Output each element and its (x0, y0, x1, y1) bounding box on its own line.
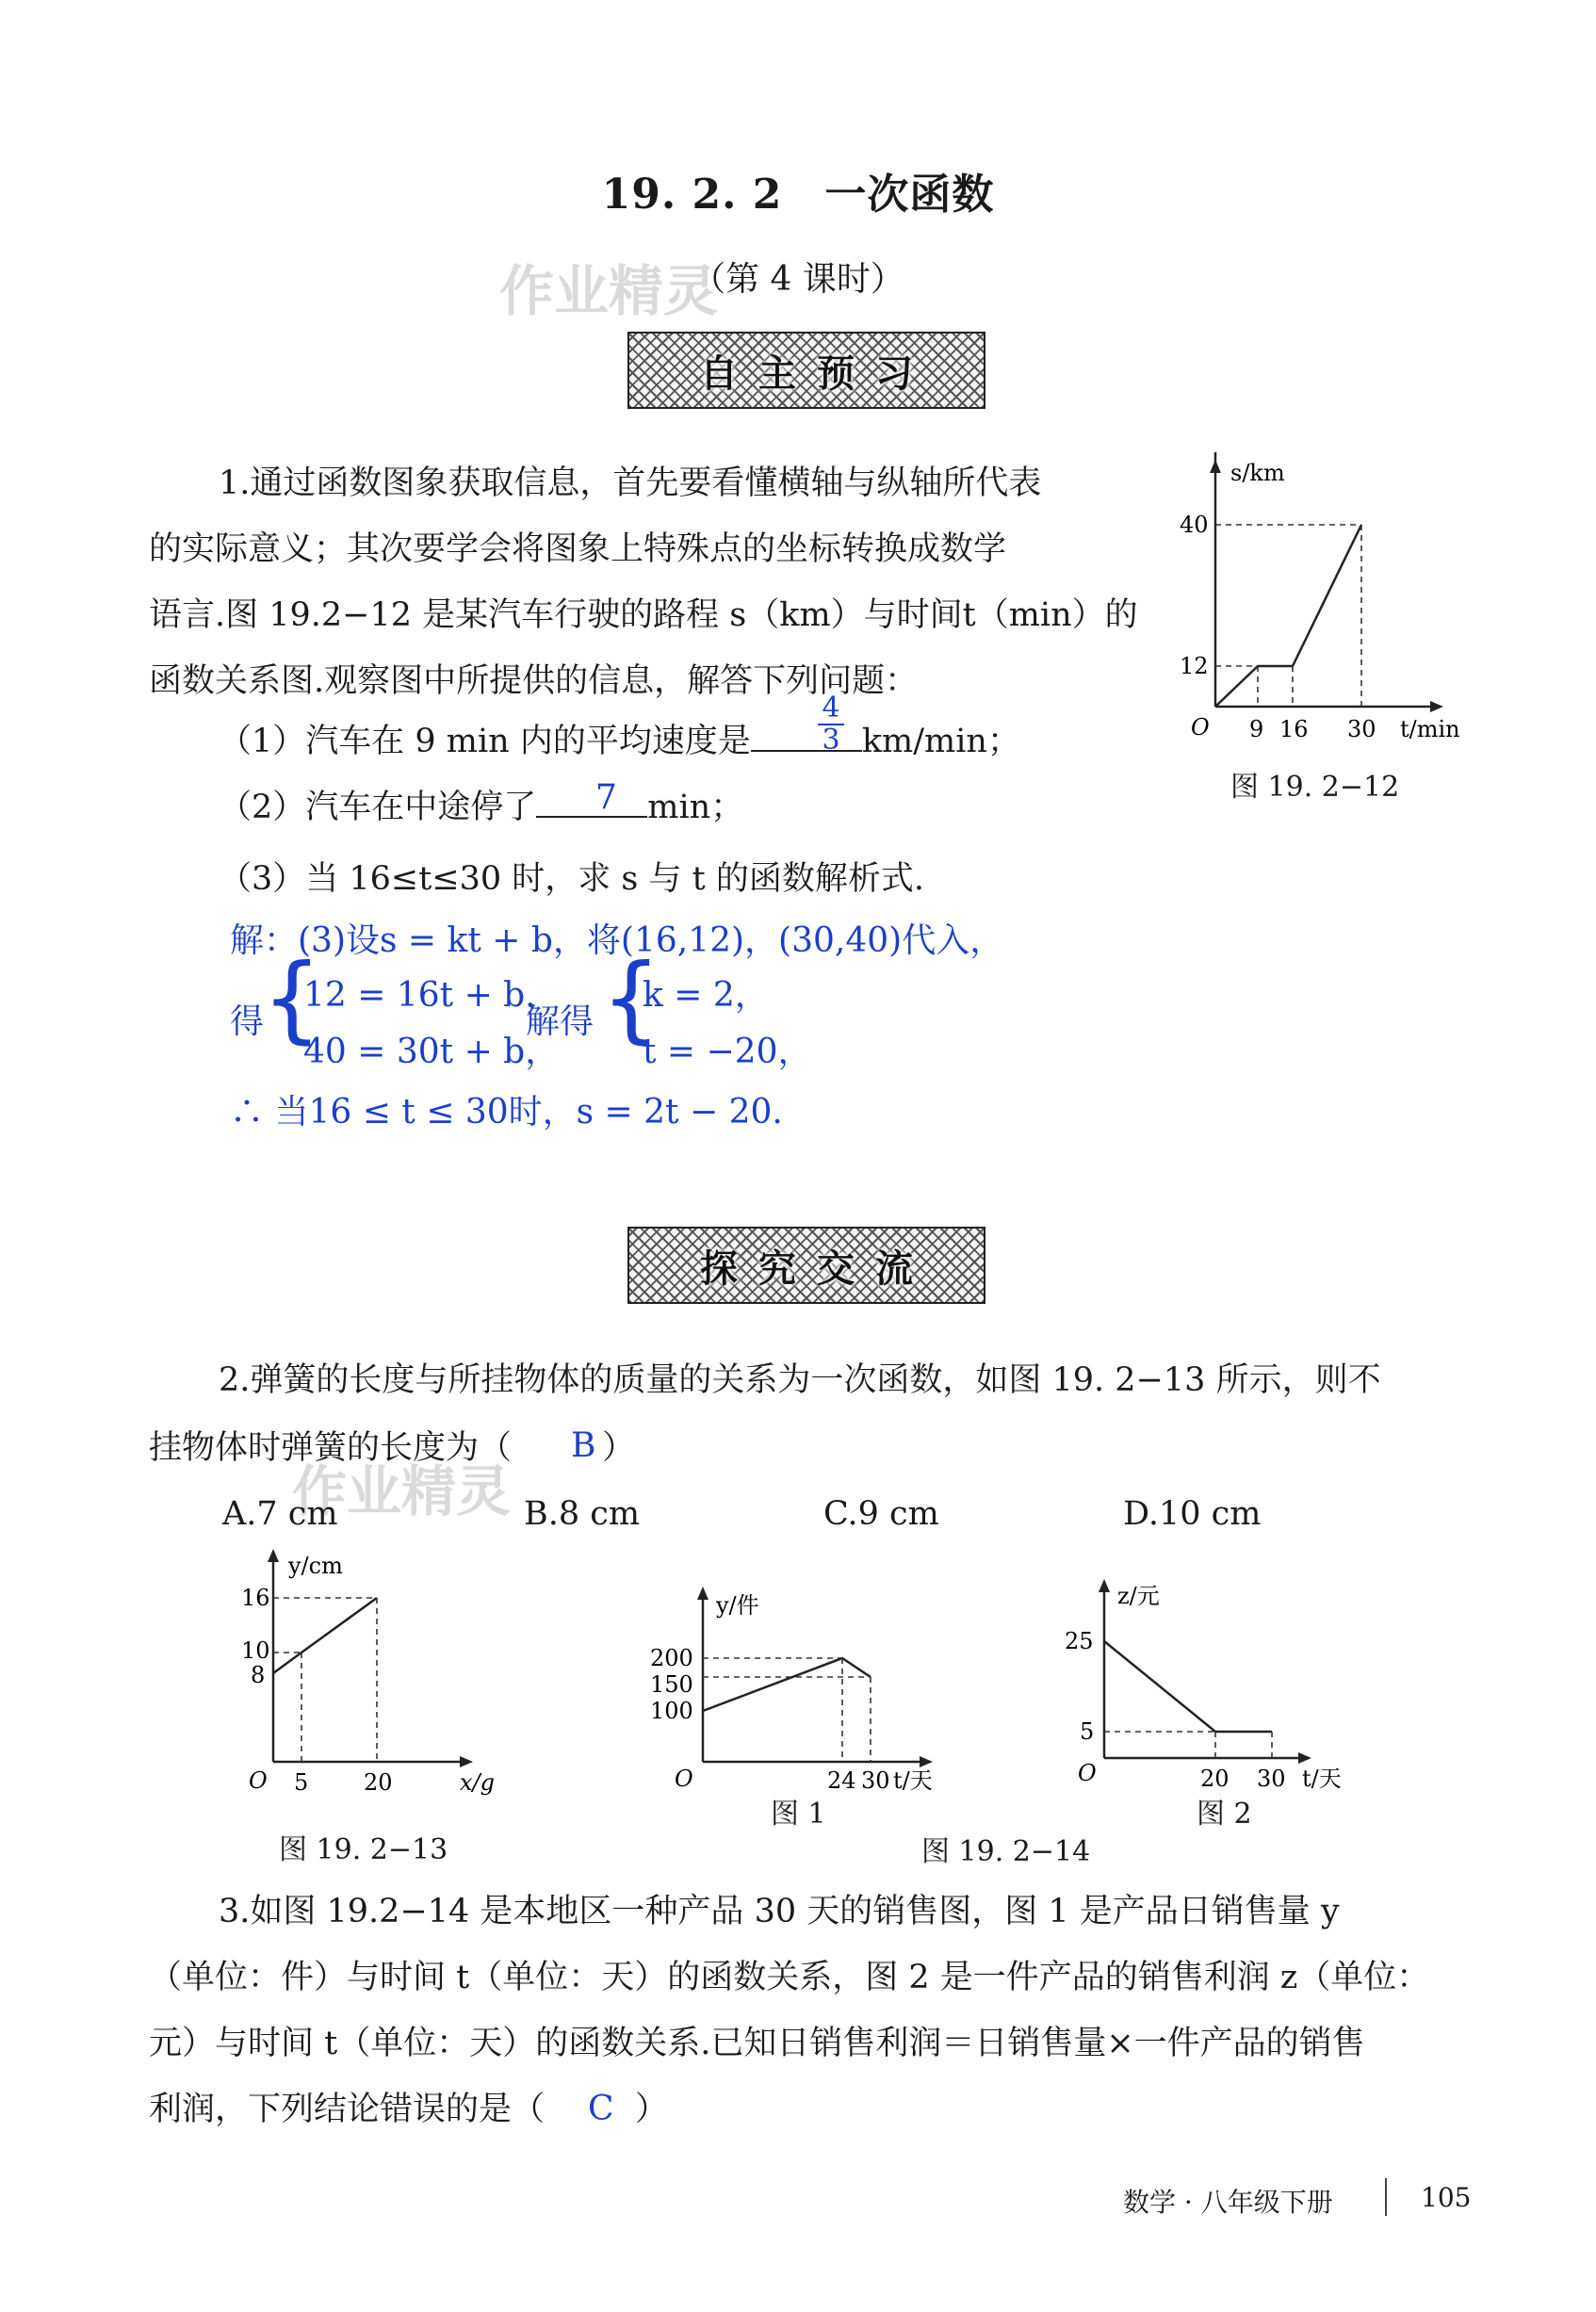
lesson-subtitle: （第 4 课时） (692, 260, 904, 299)
fig12-origin: O (1191, 714, 1210, 741)
footer-divider (1385, 2178, 1387, 2216)
fig14-2-xtick-30: 30 (1257, 1766, 1286, 1792)
solution-conclusion: ∴ 当16 ≤ t ≤ 30时，s = 2t − 20. (230, 1093, 783, 1132)
q2-option-b: B.8 cm (524, 1495, 641, 1533)
fig14-1-ytick-100: 100 (650, 1698, 693, 1724)
q1-part2-suffix: min； (647, 789, 744, 826)
figure-19-2-14-2 (1055, 1573, 1366, 1809)
fig14-1-xlabel: t/天 (893, 1767, 933, 1794)
q3-line-3: 元）与时间 t（单位：天）的函数关系.已知日销售利润＝日销售量×一件产品的销售 (149, 2025, 1365, 2062)
y-axis-arrow (1099, 1579, 1110, 1592)
fig14-2-caption: 图 2 (1197, 1798, 1252, 1831)
q3-answer: C (588, 2090, 614, 2128)
fig13-xlabel: x/g (460, 1769, 495, 1796)
fig13-ytick-8: 8 (251, 1662, 266, 1688)
q1-part2-answer: 7 (595, 778, 617, 817)
q2-line-2-text: 挂物体时弹簧的长度为（ (149, 1429, 513, 1467)
answer-denominator: 3 (818, 724, 844, 756)
fig14-1-origin: O (675, 1766, 693, 1792)
q3-line-2: （单位：件）与时间 t（单位：天）的函数关系，图 2 是一件产品的销售利润 z（单位： (149, 1959, 1430, 1996)
footer-page-number: 105 (1421, 2182, 1472, 2213)
page-title: 19. 2. 2 一次函数 (601, 171, 995, 219)
q1-part2-blank (536, 780, 647, 818)
section-title-explore: 探究交流 (700, 1246, 934, 1291)
q1-line-3: 语言.图 19.2−12 是某汽车行驶的路程 s（km）与时间t（min）的 (149, 596, 1138, 634)
fig14-2-xlabel: t/天 (1302, 1766, 1342, 1792)
answer-numerator: 4 (822, 692, 840, 725)
watermark-2: 作业精灵 (292, 1459, 512, 1523)
q1-part1-prefix: （1）汽车在 9 min 内的平均速度是 (219, 723, 751, 760)
watermark: 作业精灵 (499, 259, 719, 323)
section-banner-explore (627, 1227, 985, 1304)
profit-graph-line (1104, 1641, 1272, 1732)
q2-line-1: 2.弹簧的长度与所挂物体的质量的关系为一次函数，如图 19. 2−13 所示，则不 (219, 1361, 1381, 1399)
fig12-xlabel: t/min (1400, 716, 1460, 742)
q3-line-1: 3.如图 19.2−14 是本地区一种产品 30 天的销售图，图 1 是产品日销售量 y (219, 1893, 1340, 1930)
fig12-xtick-30: 30 (1347, 716, 1376, 742)
fig13-caption: 图 19. 2−13 (279, 1833, 448, 1866)
fig14-1-xtick-30: 30 (861, 1767, 890, 1794)
fig12-ytick-40: 40 (1180, 512, 1209, 538)
q1-part3: （3）当 16≤t≤30 时，求 s 与 t 的函数解析式. (219, 860, 924, 898)
y-axis-arrow (268, 1549, 279, 1562)
q1-line-4: 函数关系图.观察图中所提供的信息，解答下列问题： (149, 662, 919, 700)
fig13-ylabel: y/cm (288, 1553, 343, 1579)
figure-19-2-14-1 (641, 1583, 952, 1809)
fig14-1-ylabel: y/件 (716, 1592, 759, 1619)
y-axis-arrow (1210, 460, 1221, 473)
q1-part1-answer (818, 693, 844, 756)
solution-eq-4: t = −20， (643, 1033, 812, 1071)
solution-de: 得 (230, 1002, 265, 1041)
y-axis-arrow (697, 1587, 708, 1600)
sales-graph-line (703, 1658, 871, 1711)
q2-option-a: A.7 cm (222, 1495, 338, 1533)
section-banner-preview (627, 332, 985, 409)
q1-part2 (219, 774, 743, 840)
fig14-2-origin: O (1078, 1760, 1097, 1786)
fig14-2-xtick-20: 20 (1200, 1766, 1230, 1792)
solution-eq-2: 40 = 30t + b， (303, 1033, 560, 1071)
fig12-ylabel: s/km (1230, 460, 1285, 486)
distance-graph-line (1215, 525, 1361, 707)
x-axis-arrow (460, 1756, 473, 1767)
x-axis-arrow (1430, 701, 1443, 712)
figure-19-2-12 (1178, 452, 1489, 754)
q2-option-d: D.10 cm (1123, 1495, 1262, 1533)
fig14-1-xtick-24: 24 (827, 1767, 856, 1794)
solution-eq-3: k = 2， (643, 976, 769, 1015)
fig12-xtick-9: 9 (1249, 716, 1264, 742)
fig14-2-ylabel: z/元 (1117, 1583, 1160, 1609)
q2-option-c: C.9 cm (823, 1495, 939, 1533)
fig13-ytick-16: 16 (241, 1585, 270, 1611)
fig12-caption: 图 19. 2−12 (1230, 771, 1400, 804)
q1-line-2: 的实际意义；其次要学会将图象上特殊点的坐标转换成数学 (149, 530, 1007, 568)
fig14-1-ytick-200: 200 (650, 1645, 693, 1671)
x-axis-arrow (920, 1756, 933, 1767)
q1-line-1: 1.通过函数图象获取信息，首先要看懂横轴与纵轴所代表 (219, 464, 1042, 502)
fig13-ytick-10: 10 (241, 1637, 270, 1664)
fig12-xtick-16: 16 (1279, 716, 1309, 742)
solution-jiede: 解得 (526, 1002, 594, 1041)
x-axis-arrow (1298, 1752, 1311, 1764)
fig13-xtick-20: 20 (364, 1769, 393, 1796)
fig14-2-ytick-5: 5 (1080, 1718, 1095, 1745)
figure-19-2-13 (234, 1545, 516, 1809)
q3-line-4-end: ） (635, 2091, 669, 2128)
fig14-caption: 图 19. 2−14 (921, 1835, 1091, 1868)
fig13-xtick-5: 5 (294, 1769, 309, 1796)
left-brace-1: { (262, 943, 322, 1053)
q1-part1-blank (751, 714, 862, 752)
fig14-1-caption: 图 1 (771, 1798, 826, 1831)
q1-part1 (219, 708, 1020, 774)
q2-line-2-end: ） (602, 1429, 636, 1467)
section-title-preview: 自主预习 (700, 351, 934, 396)
fig12-ytick-12: 12 (1180, 653, 1209, 679)
solution-line-1: 解：(3)设s = kt + b，将(16,12)，(30,40)代入， (230, 921, 1004, 960)
fig14-1-ytick-150: 150 (650, 1671, 693, 1698)
q1-part1-suffix: km/min； (861, 723, 1020, 760)
spring-graph-line (273, 1598, 377, 1673)
fig13-origin: O (249, 1767, 268, 1794)
q3-line-4-text: 利润，下列结论错误的是（ (149, 2091, 546, 2128)
fig14-2-ytick-25: 25 (1065, 1628, 1094, 1654)
left-brace-2: { (601, 943, 661, 1053)
q1-part2-prefix: （2）汽车在中途停了 (219, 789, 537, 826)
solution-eq-1: 12 = 16t + b， (303, 976, 560, 1015)
q2-answer: B (571, 1426, 596, 1465)
footer-book-title: 数学 · 八年级下册 (1123, 2187, 1333, 2218)
